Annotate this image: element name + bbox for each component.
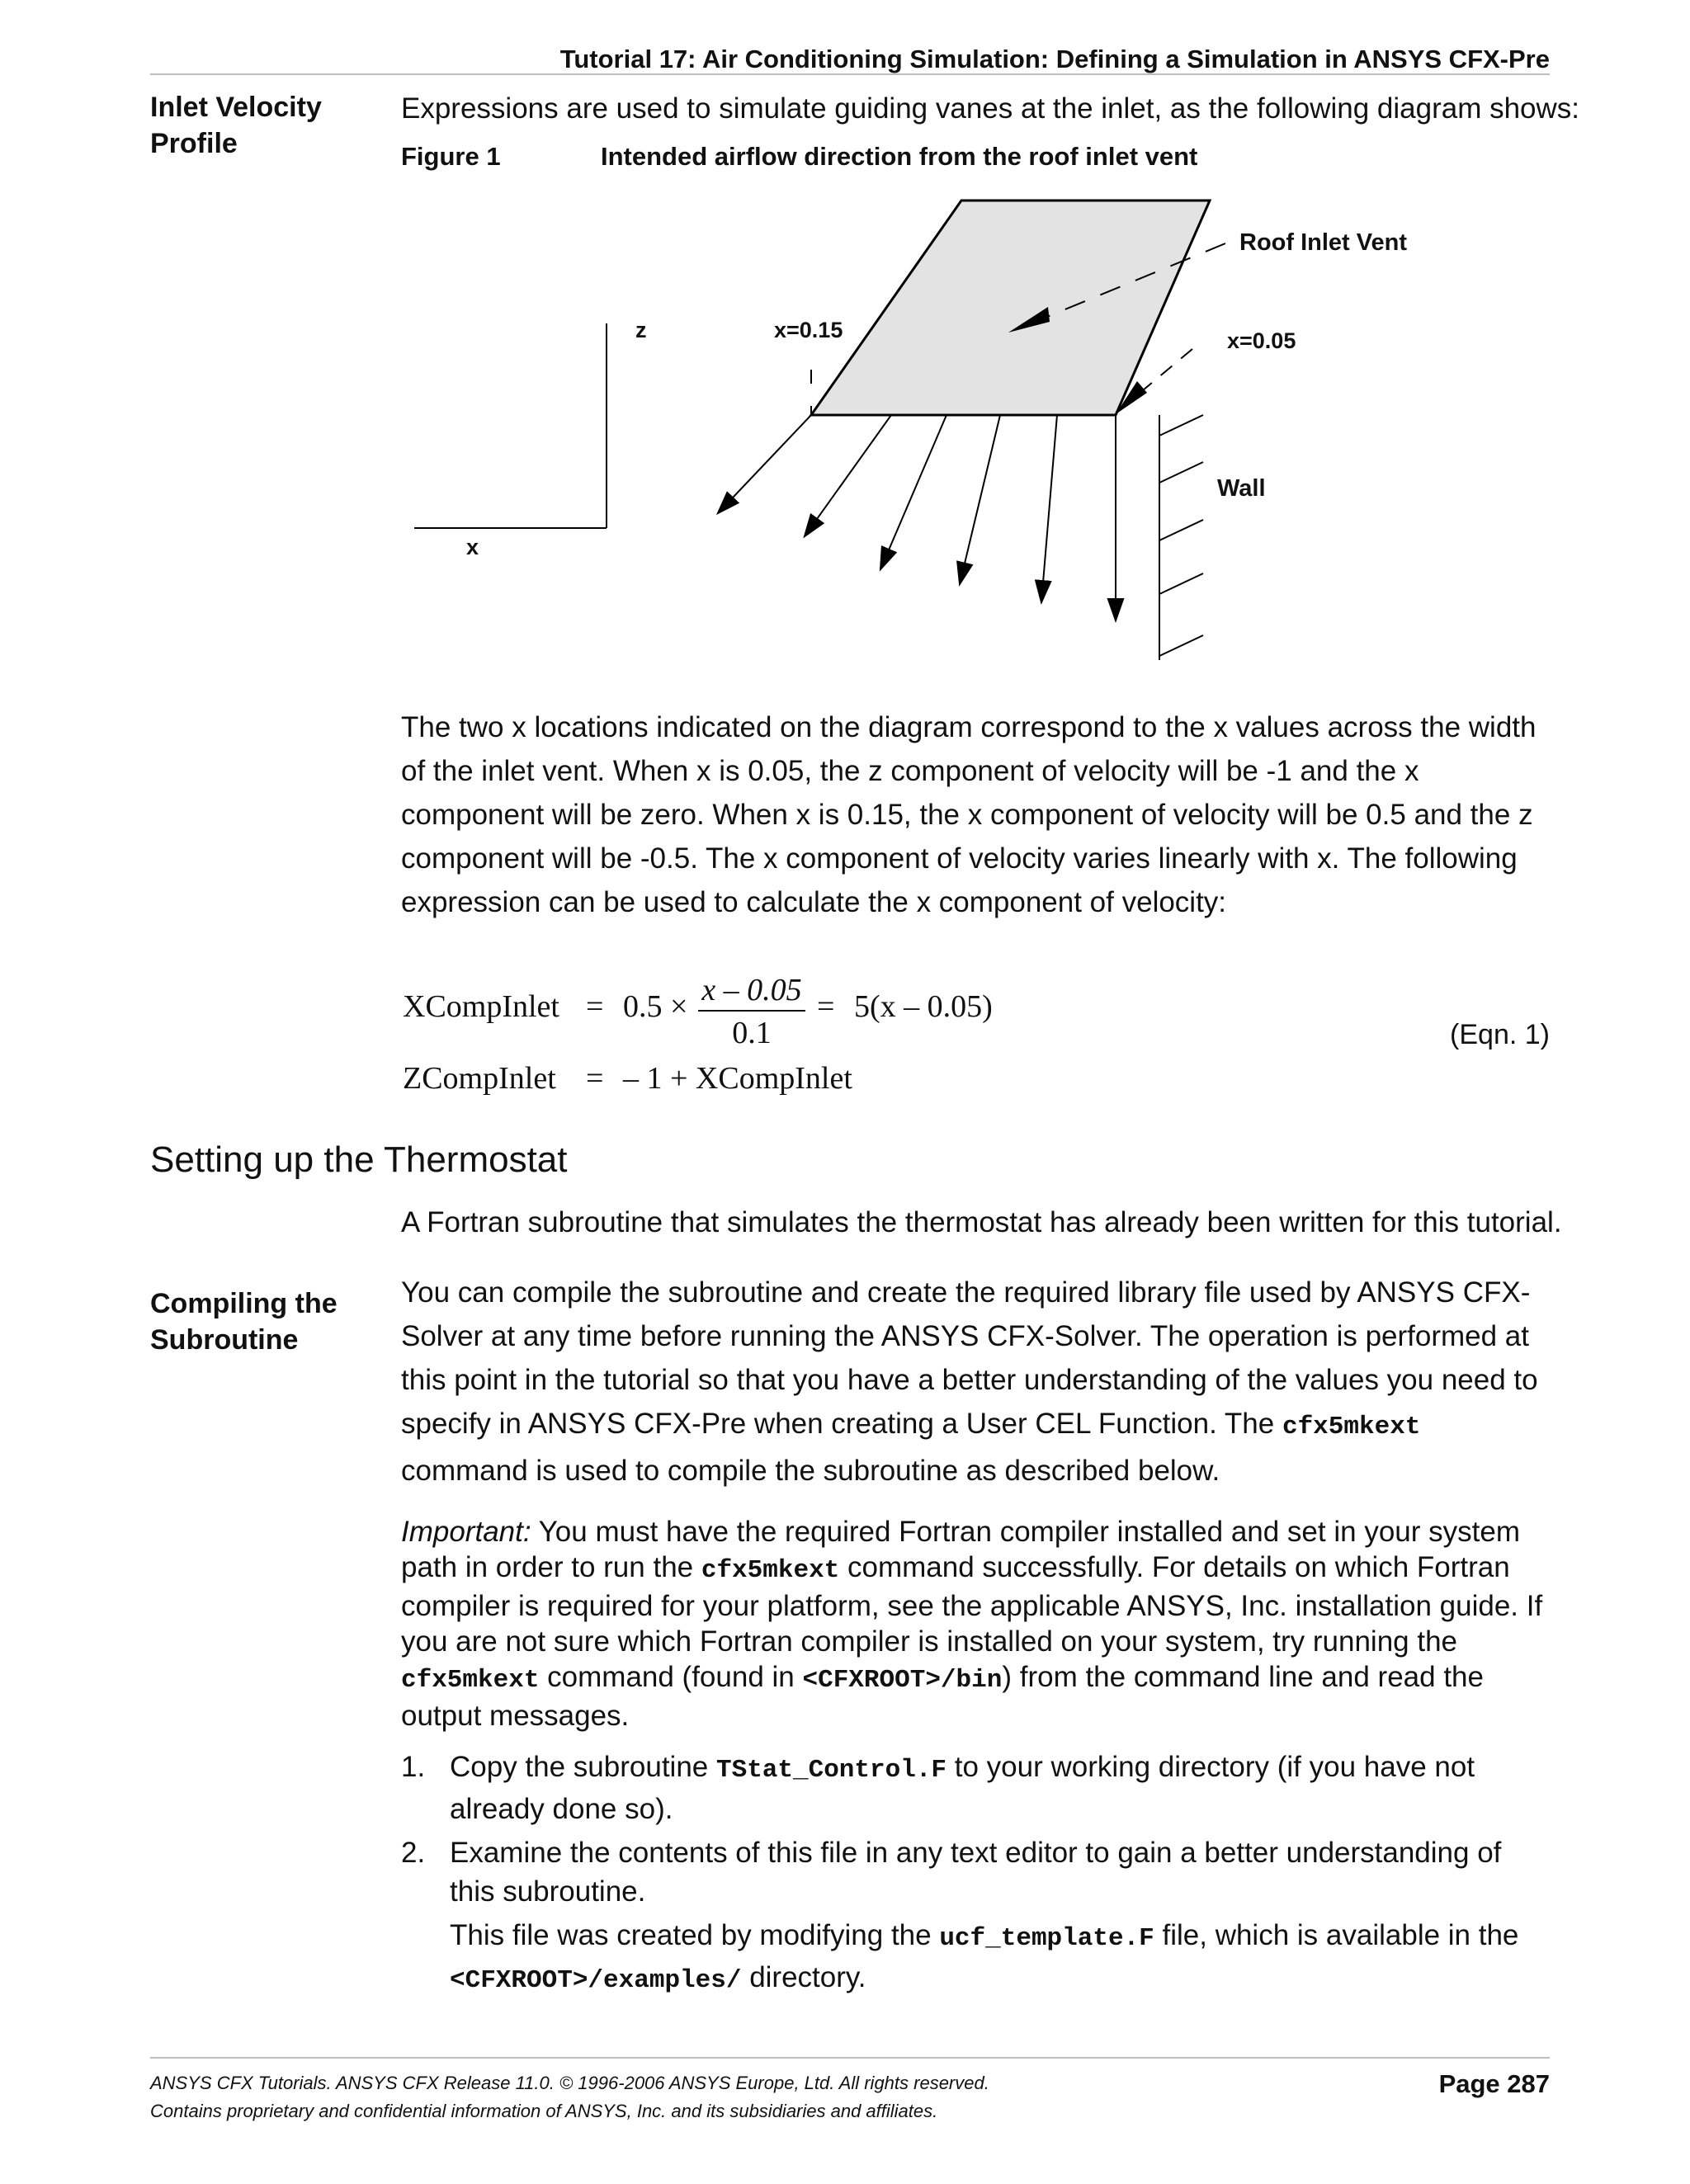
flow-arrow — [718, 415, 811, 513]
step-2-subtext — [450, 1916, 1551, 2000]
wall-hatch — [1159, 520, 1203, 540]
important-code-3: <CFXROOT>/bin — [802, 1666, 1003, 1695]
side-heading-compiling-line2: Subroutine — [150, 1324, 299, 1356]
step-1-text-2: to your working directory (if you have not already done so). — [450, 1751, 1475, 1825]
important-text-1: You must have the required Fortran compiler installed and set in your system path in order to run the — [401, 1516, 1520, 1583]
flow-arrow — [805, 415, 891, 536]
label-x: x — [466, 535, 479, 559]
compiling-text-2: command is used to compile the subroutine as described below. — [401, 1455, 1220, 1487]
eq2-rhs: – 1 + XCompInlet — [623, 1061, 852, 1096]
important-code-2: cfx5mkext — [401, 1666, 540, 1695]
step-2-subtext-1: This file was created by modifying the — [450, 1919, 940, 1951]
important-text-4: ) from the command line and read the output messages. — [401, 1661, 1484, 1732]
step-2-number: 2. — [401, 1837, 426, 1869]
eq1-denominator: 0.1 — [732, 1016, 772, 1050]
side-heading-inlet-line1: Inlet Velocity — [150, 92, 322, 123]
compiling-paragraph — [401, 1271, 1553, 1493]
important-text-3: command (found in — [539, 1661, 803, 1693]
label-z: z — [635, 318, 647, 342]
step-1-code: TStat_Control.F — [715, 1756, 947, 1785]
footer-line-1: ANSYS CFX Tutorials. ANSYS CFX Release 11.0. © 1996-2006 ANSYS Europe, Ltd. All rights reserved. — [150, 2073, 989, 2093]
wall-hatch — [1159, 573, 1203, 594]
eq1-fraction-bar — [698, 1010, 805, 1012]
step-2-subtext-3: directory. — [741, 1961, 866, 1993]
important-text-2: command successfully. For details on which Fortran compiler is required for your platform, see the applicable ANSYS, Inc. installation guide. If you are not sure which Fortran compiler is installed on your system, try running the — [401, 1551, 1543, 1658]
eq1-equals: = — [586, 989, 604, 1024]
roof-inlet-vent-shape — [811, 200, 1210, 415]
code-cfx5mkext: cfx5mkext — [1282, 1413, 1421, 1441]
label-roof-inlet-vent: Roof Inlet Vent — [1239, 229, 1407, 256]
section-title-thermostat: Setting up the Thermostat — [150, 1139, 568, 1180]
compiling-text-1: You can compile the subroutine and create the required library file used by ANSYS CFX-Solver at any time before running the ANSYS CFX-Solver. The operation is performed at this point in the tutorial so that you have a better understanding of the values you need to specify in ANSYS CFX-Pre when creating a User CEL Function. The — [401, 1276, 1538, 1440]
figure-caption: Intended airflow direction from the roof inlet vent — [601, 142, 1198, 171]
eq1-coefficient: 0.5 × — [623, 989, 688, 1024]
eq2-equals: = — [586, 1061, 604, 1096]
important-code-1: cfx5mkext — [701, 1556, 840, 1585]
step-2-text: Examine the contents of this file in any text editor to gain a better understanding of this subroutine. — [450, 1837, 1502, 1908]
flow-arrow — [1041, 415, 1057, 602]
page-number: Page 287 — [1438, 2069, 1550, 2098]
eq1-numerator: x – 0.05 — [701, 973, 802, 1007]
step-1-text-1: Copy the subroutine — [450, 1751, 716, 1783]
wall-hatch — [1159, 462, 1203, 483]
label-x015: x=0.15 — [774, 318, 843, 342]
step-2-code-2: <CFXROOT>/examples/ — [450, 1966, 742, 1995]
airflow-diagram — [0, 0, 1690, 677]
running-head: Tutorial 17: Air Conditioning Simulation: Defining a Simulation in ANSYS CFX-Pre — [559, 45, 1550, 73]
footer-line-2: Contains proprietary and confidential information of ANSYS, Inc. and its subsidiaries and affiliates. — [150, 2101, 938, 2121]
side-heading-compiling-line1: Compiling the — [150, 1288, 338, 1319]
step-2-code-1: ucf_template.F — [939, 1924, 1154, 1953]
equation-number: (Eqn. 1) — [1450, 1019, 1550, 1050]
label-x005: x=0.05 — [1227, 328, 1296, 353]
wall-hatch — [1159, 635, 1203, 656]
thermostat-intro: A Fortran subroutine that simulates the thermostat has already been written for this tutorial. — [401, 1206, 1562, 1238]
footer-rule — [150, 2057, 1550, 2059]
figure-number: Figure 1 — [401, 142, 501, 171]
step-1-text — [450, 1748, 1551, 1828]
inlet-intro: Expressions are used to simulate guiding vanes at the inlet, as the following diagram shows: — [401, 92, 1580, 125]
step-2-subtext-2: file, which is available in the — [1154, 1919, 1519, 1951]
step-1-number: 1. — [401, 1751, 426, 1783]
wall-hatch — [1159, 415, 1203, 436]
eq2-lhs: ZCompInlet — [403, 1061, 556, 1096]
flow-arrow — [960, 415, 1000, 584]
label-wall: Wall — [1217, 475, 1266, 502]
important-note — [401, 1514, 1553, 1734]
explanation-paragraph: The two x locations indicated on the diagram correspond to the x values across the width of the inlet vent. When x is 0.05, the z component of velocity will be -1 and the x component will be zero. When x is 0.15, the x component of velocity will be 0.5 and the z component will be -0.5. The x component of velocity varies linearly with x. The following expression can be used to calculate the x component of velocity: — [401, 711, 1537, 918]
eq1-lhs: XCompInlet — [403, 989, 559, 1024]
eq1-rhs: 5(x – 0.05) — [854, 989, 993, 1024]
important-label: Important: — [401, 1516, 531, 1548]
side-heading-inlet-line2: Profile — [150, 128, 238, 159]
eq1-fraction — [698, 972, 805, 1051]
eq1-equals-2: = — [817, 989, 835, 1024]
side-heading-compiling — [150, 1285, 338, 1358]
flow-arrow — [880, 415, 946, 569]
